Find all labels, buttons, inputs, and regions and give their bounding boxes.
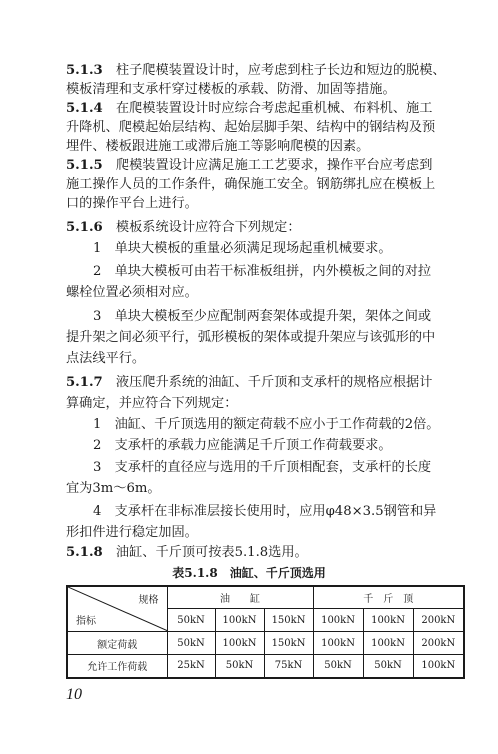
spec-cell: 150kN <box>264 609 313 632</box>
table-caption: 表5.1.8 油缸、千斤顶选用 <box>172 566 326 580</box>
spec-cell: 200kN <box>413 609 464 632</box>
text-line: 提升架之间必须平行，弧形模板的架体或提升架应与该弧形的中 <box>66 330 436 345</box>
header-diagonal-cell <box>67 586 167 632</box>
clause-number: 5.1.4 <box>66 101 103 116</box>
text-line: 5.1.8 油缸、千斤顶可按表5.1.8选用。 <box>66 545 308 560</box>
table-cell: 75kN <box>264 655 313 678</box>
text-line: 3 单块大模板至少应配制两套架体或提升架，架体之间或 <box>93 309 432 324</box>
text-line: 施工操作人员的工作条件，确保施工安全。钢筋绑扎应在模板上 <box>66 177 436 192</box>
text-line: 4 支承杆在非标准层接长使用时，应用φ48×3.5钢管和异 <box>93 504 437 519</box>
table-cell: 100kN <box>363 632 413 655</box>
text-line: 3 支承杆的直径应与选用的千斤顶相配套，支承杆的长度 <box>93 460 432 475</box>
text-line: 形扣件进行稳定加固。 <box>66 525 198 540</box>
text-line: 2 单块大模板可由若干标准板组拼，内外模板之间的对拉 <box>93 264 432 279</box>
clause-number: 5.1.3 <box>66 63 103 78</box>
clause-number: 5.1.5 <box>66 158 103 173</box>
text-line: 升降机、爬模起始层结构、起始层脚手架、结构中的钢结构及预 <box>66 120 436 135</box>
text-line: 口的操作平台上进行。 <box>66 196 198 211</box>
group-header-oil-cylinder: 油 缸 <box>167 586 313 609</box>
text-line: 螺栓位置必须相对应。 <box>66 285 198 300</box>
table-cell: 100kN <box>413 655 464 678</box>
text-line: 埋件、楼板跟进施工或滞后施工等影响爬模的因素。 <box>66 139 370 154</box>
table-cell: 50kN <box>167 632 215 655</box>
table-row <box>67 632 464 655</box>
header-index-label: 指标 <box>76 616 96 627</box>
row-label: 允许工作荷载 <box>67 655 167 678</box>
spec-cell: 100kN <box>313 609 363 632</box>
spec-cell: 100kN <box>215 609 264 632</box>
text-line: 模板清理和支承杆穿过楼板的承载、防滑、加固等措施。 <box>66 82 396 97</box>
text-line: 5.1.4 在爬模装置设计时应综合考虑起重机械、布料机、施工 <box>66 101 433 116</box>
jack-selection-table <box>66 585 465 679</box>
text-line: 宜为3m～6m。 <box>66 481 161 496</box>
text-line: 5.1.6 模板系统设计应符合下列规定： <box>66 220 301 235</box>
page-number: 10 <box>66 686 82 703</box>
text-line: 1 单块大模板的重量必须满足现场起重机械要求。 <box>93 241 392 256</box>
table-cell: 25kN <box>167 655 215 678</box>
clause-number: 5.1.6 <box>66 220 103 235</box>
table-cell: 100kN <box>215 632 264 655</box>
text-line: 5.1.5 爬模装置设计应满足施工工艺要求，操作平台应考虑到 <box>66 158 433 173</box>
clause-number: 5.1.7 <box>66 375 103 390</box>
clause-number: 5.1.8 <box>66 545 103 560</box>
table-cell: 50kN <box>363 655 413 678</box>
text-line: 1 油缸、千斤顶选用的额定荷载不应小于工作荷载的2倍。 <box>93 417 440 432</box>
header-spec-label: 规格 <box>138 595 159 606</box>
text-line: 算确定，并应符合下列规定： <box>66 396 238 411</box>
table-cell: 50kN <box>215 655 264 678</box>
spec-cell: 100kN <box>363 609 413 632</box>
spec-cell: 50kN <box>167 609 215 632</box>
text-line: 2 支承杆的承载力应能满足千斤顶工作荷载要求。 <box>93 438 392 453</box>
text-line: 5.1.3 柱子爬模装置设计时，应考虑到柱子长边和短边的脱模、 <box>66 63 446 78</box>
text-line: 点法线平行。 <box>66 351 146 366</box>
table-row <box>67 655 464 678</box>
row-label: 额定荷载 <box>67 632 167 655</box>
group-header-jack: 千 斤 顶 <box>313 586 464 609</box>
text-line: 5.1.7 液压爬升系统的油缸、千斤顶和支承杆的规格应根据计 <box>66 375 433 390</box>
table-cell: 200kN <box>413 632 464 655</box>
table-cell: 50kN <box>313 655 363 678</box>
table-cell: 100kN <box>313 632 363 655</box>
table-cell: 150kN <box>264 632 313 655</box>
